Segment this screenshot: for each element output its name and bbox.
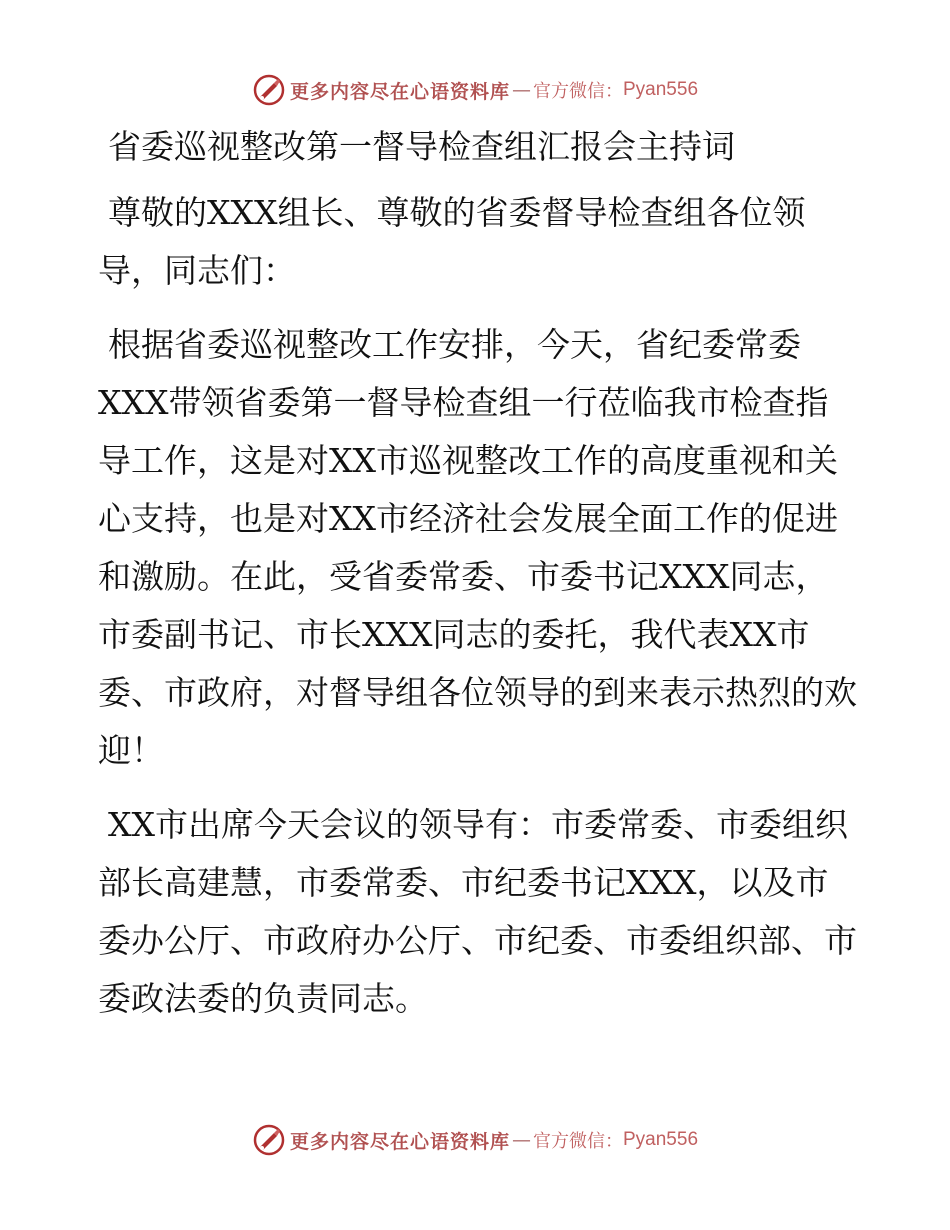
watermark-dash: — (512, 1129, 531, 1151)
paragraph-welcome: 根据省委巡视整改工作安排，今天，省纪委常委XXX带领省委第一督导检查组一行莅临我市检查指导工作，这是对XX市巡视整改工作的高度重视和关心支持，也是对XX市经济社会发展全面工作的促进和激励。在此，受省委常委、市委书记XXX同志，市委副书记、市长XXX同志的委托，我代表XX市委、市政府，对督导组各位领导的到来表示热烈的欢迎！ (98, 325, 857, 770)
paragraph-attendees: XX市出席今天会议的领导有：市委常委、市委组织部长高建慧，市委常委、市纪委书记XXX，以及市委办公厅、市政府办公厅、市纪委、市委组织部、市委政法委的负责同志。 (98, 805, 857, 1018)
paragraph-salutation: 尊敬的XXX组长、尊敬的省委督导检查组各位领导，同志们： (98, 193, 806, 290)
pen-logo-icon (252, 1123, 286, 1157)
document-body (98, 118, 858, 1044)
watermark-id: Pyan556 (623, 1129, 699, 1150)
watermark-id: Pyan556 (623, 79, 699, 100)
pen-logo-icon (252, 73, 286, 107)
watermark-label: 官方微信： (533, 1131, 623, 1152)
header-watermark (0, 70, 950, 110)
watermark-label: 官方微信： (533, 81, 623, 102)
watermark-text: 更多内容尽在心语资料库 (289, 1130, 510, 1153)
footer-watermark (0, 1120, 950, 1160)
watermark-text: 更多内容尽在心语资料库 (289, 80, 510, 103)
document-title: 省委巡视整改第一督导检查组汇报会主持词 (108, 127, 735, 166)
watermark-dash: — (512, 79, 531, 101)
